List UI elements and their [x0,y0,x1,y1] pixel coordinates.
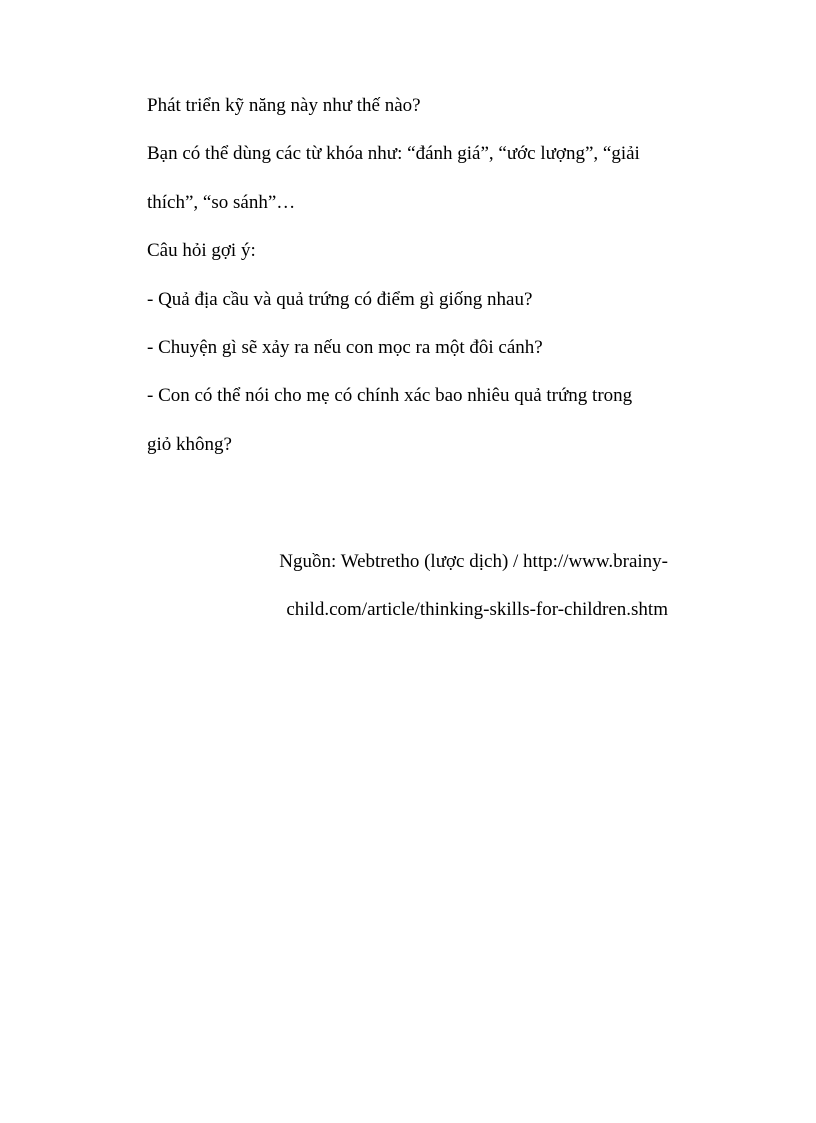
source-text-1: Nguồn: Webtretho (lược dịch) / http://www.brainy- [279,551,668,572]
question-item-3-line-1: - Con có thể nói cho mẹ có chính xác bao nhiêu quả trứng trong [147,385,633,407]
source-text-2: child.com/article/thinking-skills-for-children.shtm [286,599,668,620]
source-citation-line-2 [147,598,668,622]
keyword-intro-line-2: thích”, “so sánh”… [147,191,296,213]
source-citation-line-1 [147,550,668,574]
section-heading: Phát triển kỹ năng này như thế nào? [147,95,421,116]
question-item-3-line-2: giỏ không? [147,433,232,455]
question-item-1: - Quả địa cầu và quả trứng có điểm gì giống nhau? [147,288,533,310]
keyword-intro-line-1: Bạn có thể dùng các từ khóa như: “đánh giá”, “ước lượng”, “giải [147,143,640,165]
questions-heading: Câu hỏi gợi ý: [147,240,256,262]
question-item-2: - Chuyện gì sẽ xảy ra nếu con mọc ra một đôi cánh? [147,336,543,358]
document-body [147,94,677,620]
